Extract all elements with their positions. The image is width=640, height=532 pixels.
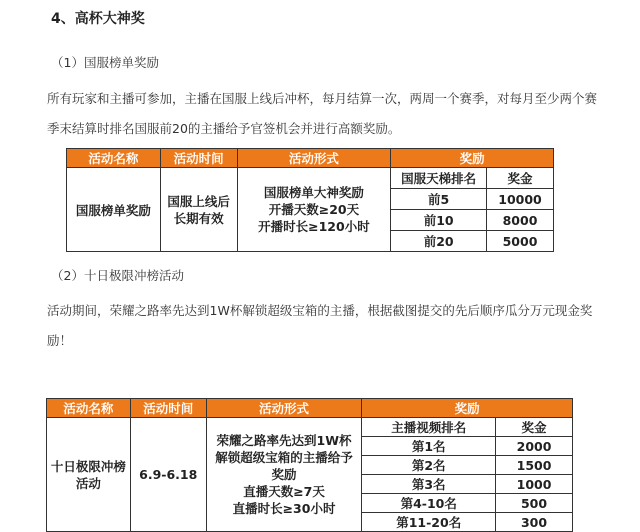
paragraph-1-line-2: 季末结算时排名国服前20的主播给予官签机会并进行高额奖励。 (47, 121, 401, 136)
ranking-reward-table (66, 148, 554, 252)
header-activity-name: 活动名称 (47, 399, 131, 418)
reward-subheader-prize: 奖金 (496, 418, 573, 437)
header-activity-time: 活动时间 (160, 149, 237, 168)
activity-name-cell (47, 418, 131, 532)
activity-time-cell (160, 168, 237, 252)
rank-cell: 前10 (391, 210, 487, 231)
activity-time-line-1: 国服上线后 (167, 193, 230, 209)
rank-cell: 第3名 (362, 475, 496, 494)
prize-cell: 500 (496, 494, 573, 513)
paragraph-1-line-1: 所有玩家和主播可参加，主播在国服上线后冲杯，每月结算一次，两周一个赛季，对每月至少两个赛 (47, 91, 598, 106)
activity-time-line-2: 长期有效 (173, 210, 224, 226)
prize-cell: 5000 (487, 231, 554, 252)
subsection-title-1: （1）国服榜单奖励 (51, 55, 159, 70)
reward-subheader-prize: 奖金 (487, 168, 554, 189)
header-activity-form: 活动形式 (237, 149, 391, 168)
activity-form-line-3: 奖励 (271, 467, 297, 482)
prize-cell: 10000 (487, 189, 554, 210)
paragraph-1 (47, 84, 597, 144)
activity-time-cell: 6.9-6.18 (130, 418, 206, 532)
rank-cell: 前20 (391, 231, 487, 252)
paragraph-2-line-2: 励！ (47, 333, 73, 348)
activity-name-line-2: 活动 (75, 475, 101, 491)
rank-cell: 第11-20名 (362, 513, 496, 532)
activity-form-line-4: 直播天数≥7天 (243, 484, 325, 499)
subsection-title-2: （2）十日极限冲榜活动 (51, 268, 184, 283)
rank-cell: 第1名 (362, 437, 496, 456)
activity-form-line-1: 荣耀之路率先达到1W杯 (216, 433, 352, 448)
activity-form-line-1: 国服榜单大神奖励 (263, 185, 364, 200)
prize-cell: 1000 (496, 475, 573, 494)
activity-form-cell (206, 418, 362, 532)
reward-subheader-rank: 主播视频排名 (362, 418, 496, 437)
prize-cell: 8000 (487, 210, 554, 231)
reward-subheader-rank: 国服天梯排名 (391, 168, 487, 189)
prize-cell: 1500 (496, 456, 573, 475)
paragraph-2-line-1: 活动期间，荣耀之路率先达到1W杯解锁超级宝箱的主播，根据截图提交的先后顺序瓜分万元现金奖 (47, 303, 593, 318)
activity-name-cell: 国服榜单奖励 (67, 168, 161, 252)
rank-cell: 第2名 (362, 456, 496, 475)
activity-form-line-3: 开播时长≥120小时 (258, 219, 370, 234)
activity-form-line-2: 开播天数≥20天 (268, 202, 360, 217)
section-title: 4、高杯大神奖 (51, 11, 145, 27)
header-reward: 奖励 (391, 149, 554, 168)
header-activity-time: 活动时间 (130, 399, 206, 418)
header-reward: 奖励 (362, 399, 573, 418)
rank-cell: 前5 (391, 189, 487, 210)
activity-name-line-1: 十日极限冲榜 (50, 458, 126, 474)
paragraph-2 (47, 296, 592, 356)
activity-form-line-5: 直播时长≥30小时 (232, 501, 336, 516)
header-activity-form: 活动形式 (206, 399, 362, 418)
ten-day-challenge-table (46, 398, 573, 532)
header-activity-name: 活动名称 (67, 149, 161, 168)
prize-cell: 2000 (496, 437, 573, 456)
rank-cell: 第4-10名 (362, 494, 496, 513)
prize-cell: 300 (496, 513, 573, 532)
activity-form-cell (237, 168, 391, 252)
activity-form-line-2: 解锁超级宝箱的主播给予 (215, 450, 353, 465)
